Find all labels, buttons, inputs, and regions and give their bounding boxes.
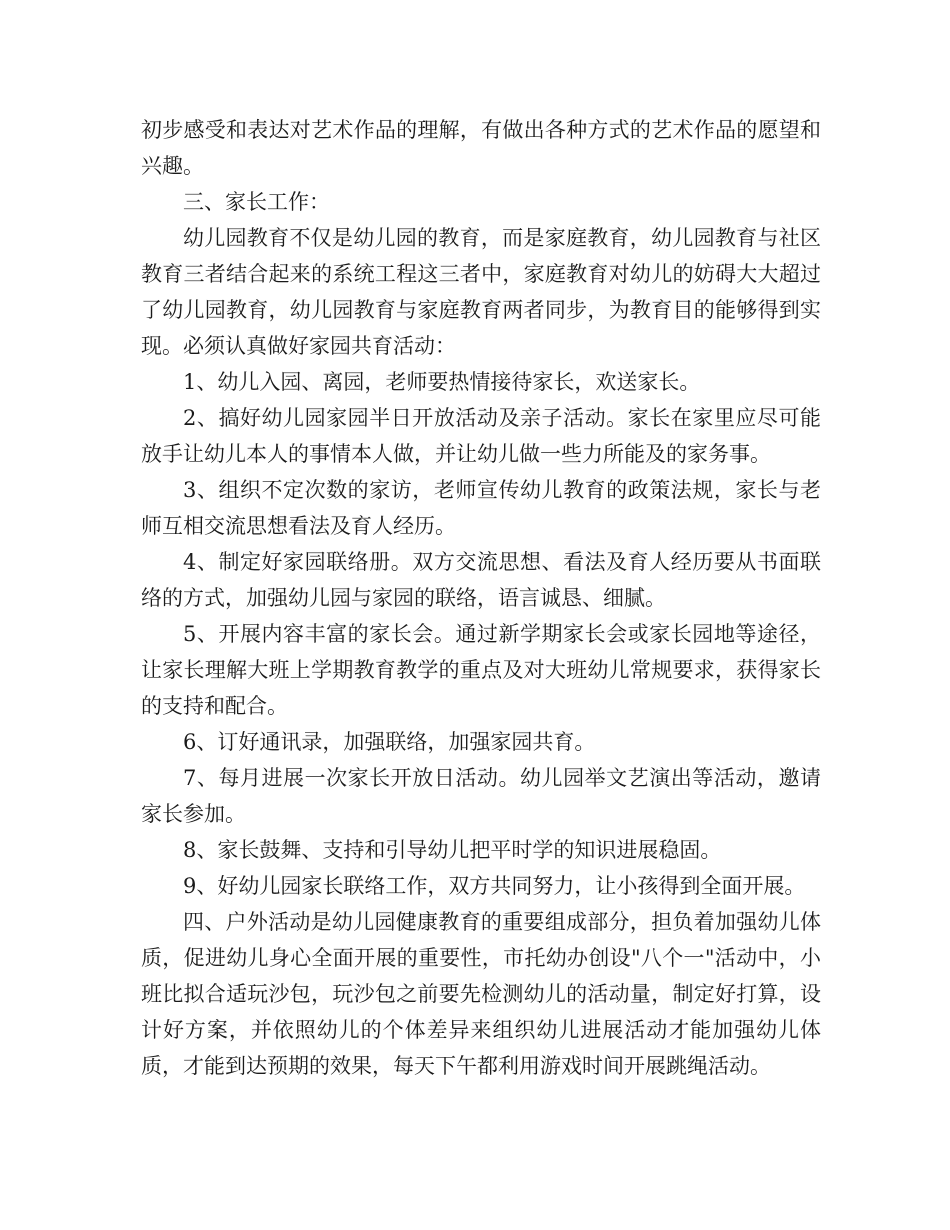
list-item-8: 8、家长鼓舞、支持和引导幼儿把平时学的知识进展稳固。 [183,838,722,862]
list-item-9: 9、好幼儿园家长联络工作，双方共同努力，让小孩得到全面开展。 [183,874,806,898]
list-item-7: 7、每月进展一次家长开放日活动。幼儿园举文艺演出等活动，邀请家长参加。 [141,766,821,826]
list-item-3: 3、组织不定次数的家访，老师宣传幼儿教育的政策法规，家长与老师互相交流思想看法及育人经历。 [141,478,821,538]
document-body [141,112,821,1084]
list-item-2: 2、搞好幼儿园家园半日开放活动及亲子活动。家长在家里应尽可能放手让幼儿本人的事情本人做，并让幼儿做一些力所能及的家务事。 [141,406,821,466]
list-item-5: 5、开展内容丰富的家长会。通过新学期家长会或家长园地等途径，让家长理解大班上学期教育教学的重点及对大班幼儿常规要求，获得家长的支持和配合。 [141,622,821,718]
list-item-4: 4、制定好家园联络册。双方交流思想、看法及育人经历要从书面联络的方式，加强幼儿园与家园的联络，语言诚恳、细腻。 [141,550,821,610]
list-item-6: 6、订好通讯录，加强联络，加强家园共育。 [183,730,596,754]
section-heading-parent-work: 三、家长工作： [183,190,330,214]
paragraph-family-education: 幼儿园教育不仅是幼儿园的教育，而是家庭教育，幼儿园教育与社区教育三者结合起来的系统工程这三者中，家庭教育对幼儿的妨碍大大超过了幼儿园教育，幼儿园教育与家庭教育两者同步，为教育目的能够得到实现。必须认真做好家园共育活动： [141,226,821,358]
section-paragraph-outdoor-activities: 四、户外活动是幼儿园健康教育的重要组成部分，担负着加强幼儿体质，促进幼儿身心全面开展的重要性，市托幼办创设"八个一"活动中，小班比拟合适玩沙包，玩沙包之前要先检测幼儿的活动量，制定好打算，设计好方案，并依照幼儿的个体差异来组织幼儿进展活动才能加强幼儿体质，才能到达预期的效果，每天下午都利用游戏时间开展跳绳活动。 [141,910,821,1078]
list-item-1: 1、幼儿入园、离园，老师要热情接待家长，欢送家长。 [183,370,701,394]
paragraph-art-intro-continued: 初步感受和表达对艺术作品的理解，有做出各种方式的艺术作品的愿望和兴趣。 [141,118,821,178]
